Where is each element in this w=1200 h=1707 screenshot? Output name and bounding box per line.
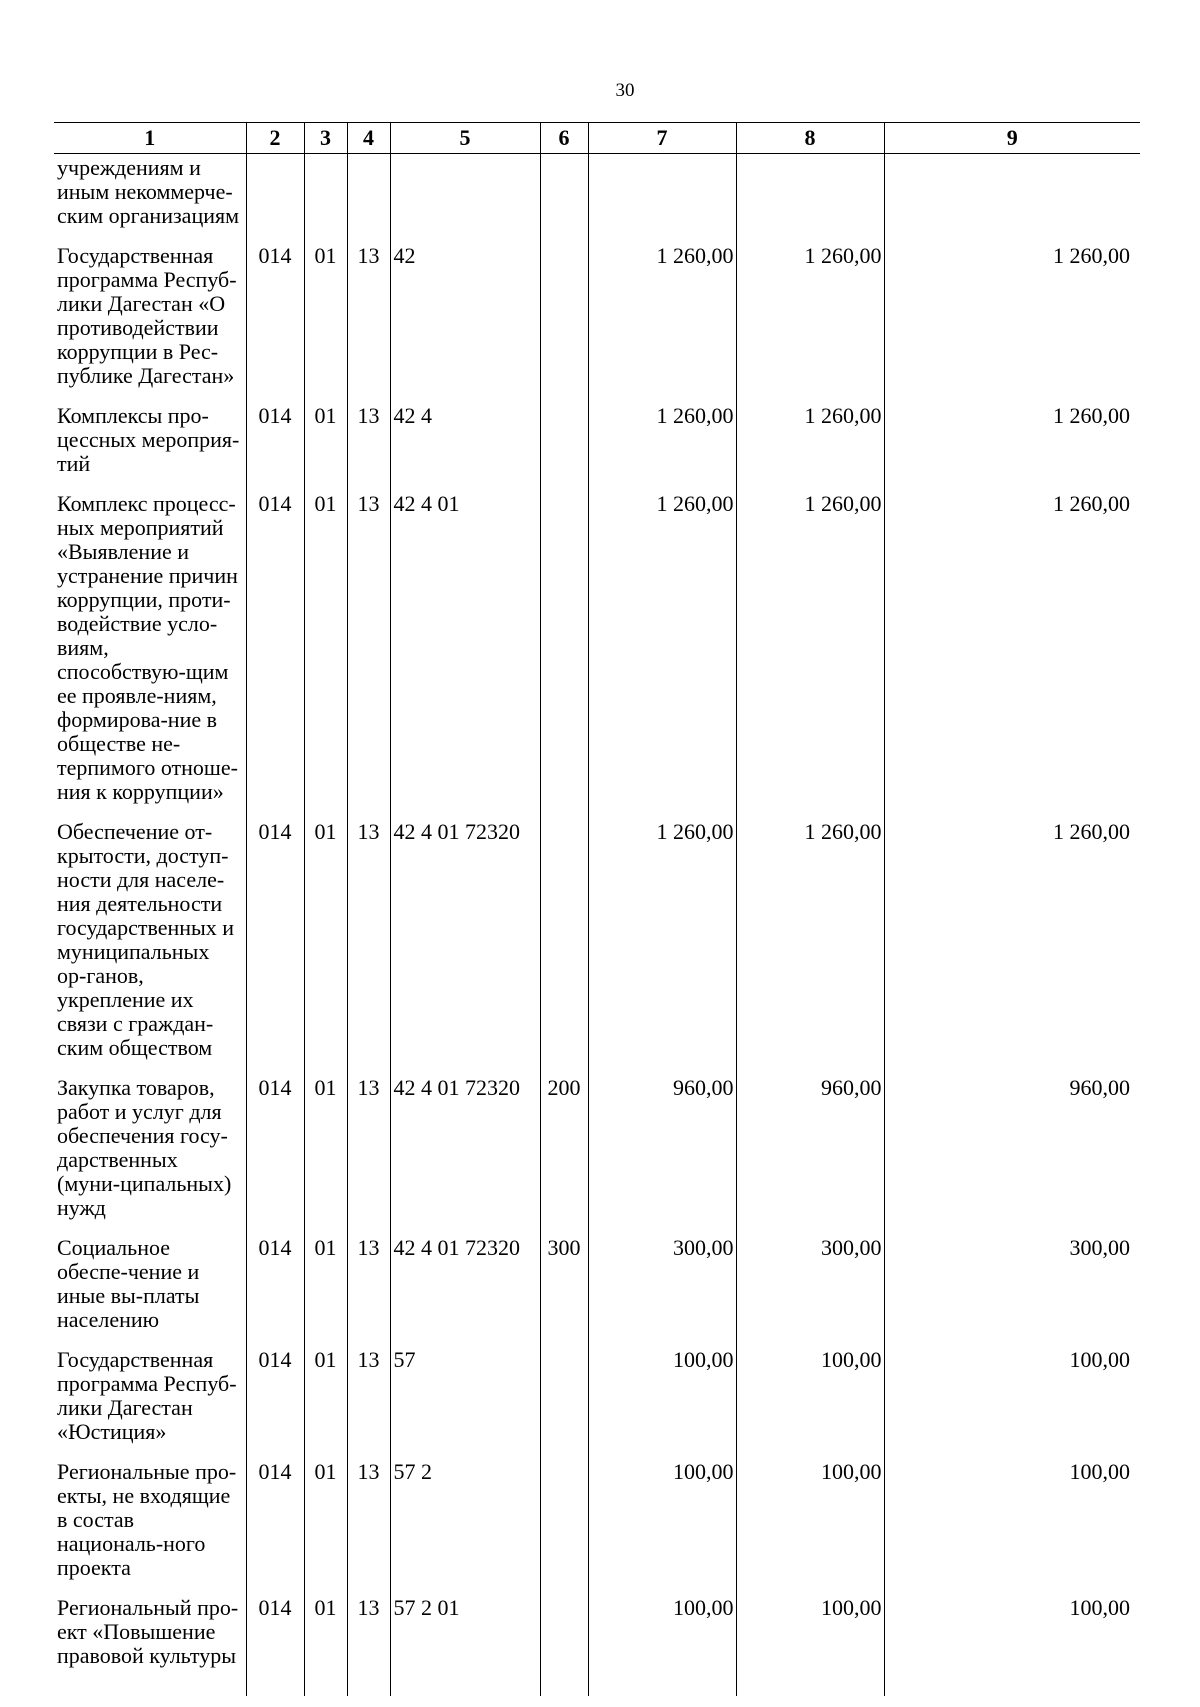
table-header-row [54,123,1140,154]
table-row [54,1074,1140,1234]
row-code-2-cell: 014 [246,1458,304,1594]
row-amount-9-cell [884,154,1140,243]
row-amount-7-cell: 100,00 [588,1346,736,1458]
col-header-3: 3 [304,123,347,154]
row-amount-8-cell: 1 260,00 [736,242,884,402]
row-code-4-cell: 13 [347,242,390,402]
row-code-5-cell: 57 2 01 [390,1594,540,1682]
row-code-2-cell: 014 [246,1074,304,1234]
row-amount-9-cell: 300,00 [884,1234,1140,1346]
row-amount-8-cell: 1 260,00 [736,490,884,818]
table-row [54,1594,1140,1682]
row-amount-7-cell: 100,00 [588,1594,736,1682]
row-name-cell: Социальное обеспе-чение и иные вы-платы населению [57,1235,200,1332]
budget-table [54,122,1140,1696]
row-code-3-cell: 01 [304,1594,347,1682]
row-code-3-cell: 01 [304,818,347,1074]
row-code-3-cell: 01 [304,242,347,402]
row-code-4-cell: 13 [347,1458,390,1594]
col-header-2: 2 [246,123,304,154]
row-amount-8-cell: 1 260,00 [736,402,884,490]
row-code-2-cell: 014 [246,818,304,1074]
row-code-3-cell: 01 [304,1074,347,1234]
row-code-6-cell [540,1594,588,1682]
row-code-2-cell [246,154,304,243]
row-name-cell: Обеспечение от-крытости, доступ-ности для населе-ния деятельности государственных и муниципальных ор-ганов, укрепление их связи с граждан-ским обществом [57,819,235,1060]
table-row [54,1458,1140,1594]
row-code-5-cell: 57 2 [390,1458,540,1594]
row-name-cell: Государственная программа Респуб-лики Дагестан «О противодействии коррупции в Рес-публике Дагестан» [57,243,237,388]
row-code-6-cell [540,402,588,490]
row-code-3-cell: 01 [304,490,347,818]
row-amount-7-cell: 1 260,00 [588,818,736,1074]
table-row [54,242,1140,402]
row-amount-9-cell: 100,00 [884,1458,1140,1594]
row-code-6-cell [540,242,588,402]
row-code-6-cell: 200 [540,1074,588,1234]
col-header-4: 4 [347,123,390,154]
row-code-5-cell: 42 4 [390,402,540,490]
row-amount-7-cell: 1 260,00 [588,242,736,402]
row-code-3-cell: 01 [304,1234,347,1346]
row-amount-8-cell: 100,00 [736,1346,884,1458]
row-code-2-cell: 014 [246,1346,304,1458]
col-header-1: 1 [54,123,246,154]
row-name-cell: Региональные про-екты, не входящие в состав националь-ного проекта [57,1459,237,1580]
row-code-3-cell: 01 [304,1346,347,1458]
row-code-4-cell: 13 [347,490,390,818]
row-code-4-cell: 13 [347,818,390,1074]
row-code-6-cell [540,818,588,1074]
row-name-cell: Закупка товаров, работ и услуг для обеспечения госу-дарственных (муни-ципальных) нужд [57,1075,232,1220]
col-header-5: 5 [390,123,540,154]
row-name-cell: Региональный про-ект «Повышение правовой культуры [57,1595,239,1668]
row-code-5-cell: 42 4 01 [390,490,540,818]
row-amount-8-cell: 100,00 [736,1594,884,1682]
row-code-2-cell: 014 [246,490,304,818]
table-row [54,1346,1140,1458]
row-code-6-cell: 300 [540,1234,588,1346]
row-code-5-cell: 42 4 01 72320 [390,818,540,1074]
row-code-2-cell: 014 [246,1594,304,1682]
row-amount-9-cell: 1 260,00 [884,818,1140,1074]
row-name-cell: Комплексы про-цессных мероприя-тий [57,403,240,476]
row-amount-7-cell: 960,00 [588,1074,736,1234]
row-code-6-cell [540,1346,588,1458]
col-header-9: 9 [884,123,1140,154]
row-code-2-cell: 014 [246,1234,304,1346]
row-amount-9-cell: 1 260,00 [884,490,1140,818]
row-amount-7-cell: 100,00 [588,1458,736,1594]
table-bottom-filler [54,1682,1140,1696]
row-code-5-cell: 42 [390,242,540,402]
row-code-3-cell: 01 [304,1458,347,1594]
row-code-4-cell: 13 [347,402,390,490]
row-name-cell: Государственная программа Респуб-лики Дагестан «Юстиция» [57,1347,237,1444]
row-amount-8-cell: 960,00 [736,1074,884,1234]
row-code-2-cell: 014 [246,402,304,490]
row-code-5-cell [390,154,540,243]
row-code-5-cell: 42 4 01 72320 [390,1074,540,1234]
page-number: 30 [615,80,635,101]
col-header-6: 6 [540,123,588,154]
row-code-2-cell: 014 [246,242,304,402]
col-header-7: 7 [588,123,736,154]
row-amount-8-cell: 100,00 [736,1458,884,1594]
table-row [54,154,1140,243]
table-row [54,818,1140,1074]
row-code-4-cell: 13 [347,1594,390,1682]
row-code-4-cell: 13 [347,1234,390,1346]
row-amount-7-cell: 1 260,00 [588,402,736,490]
row-amount-9-cell: 100,00 [884,1594,1140,1682]
table-row [54,490,1140,818]
row-code-3-cell: 01 [304,402,347,490]
row-code-4-cell: 13 [347,1346,390,1458]
row-amount-8-cell [736,154,884,243]
table-row [54,402,1140,490]
row-amount-8-cell: 1 260,00 [736,818,884,1074]
budget-table-container [54,122,1140,1668]
row-amount-9-cell: 1 260,00 [884,242,1140,402]
row-amount-7-cell: 1 260,00 [588,490,736,818]
row-code-4-cell: 13 [347,1074,390,1234]
row-name-cell: учреждениям и иным некоммерче-ским организациям [57,155,240,228]
row-code-6-cell [540,154,588,243]
col-header-8: 8 [736,123,884,154]
row-code-5-cell: 57 [390,1346,540,1458]
row-name-cell: Комплекс процесс-ных мероприятий «Выявление и устранение причин коррупции, проти-водействие усло-виям, способствую-щим ее проявле-ниям, формирова-ние в обществе не-терпимого отноше-ния к коррупции» [57,491,238,804]
row-code-5-cell: 42 4 01 72320 [390,1234,540,1346]
row-amount-7-cell [588,154,736,243]
row-code-6-cell [540,1458,588,1594]
row-code-6-cell [540,490,588,818]
row-amount-8-cell: 300,00 [736,1234,884,1346]
row-amount-9-cell: 960,00 [884,1074,1140,1234]
row-amount-9-cell: 1 260,00 [884,402,1140,490]
row-amount-7-cell: 300,00 [588,1234,736,1346]
row-amount-9-cell: 100,00 [884,1346,1140,1458]
row-code-4-cell [347,154,390,243]
table-row [54,1234,1140,1346]
row-code-3-cell [304,154,347,243]
